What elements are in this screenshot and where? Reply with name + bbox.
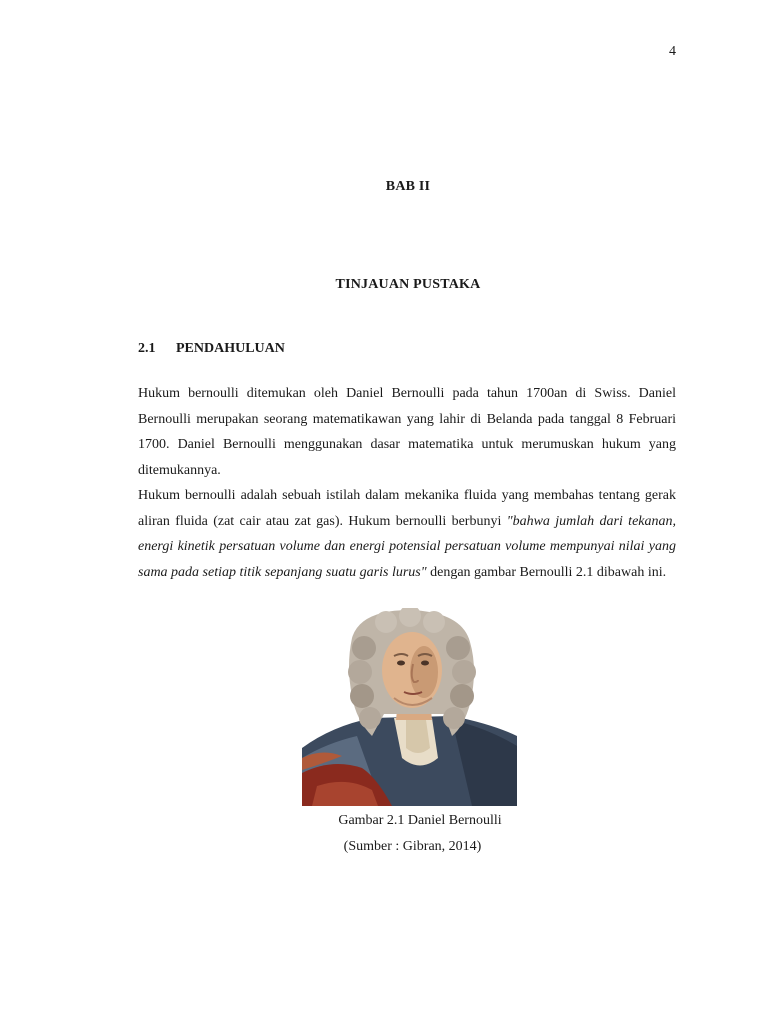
chapter-label: BAB II [385, 179, 431, 194]
paragraph-2-outro: dengan gambar Bernoulli 2.1 dibawah ini. [426, 564, 667, 580]
body-text [138, 381, 676, 585]
section-title: PENDAHULUAN [176, 341, 285, 356]
page-number: 4 [669, 44, 676, 59]
paragraph-2-intro: Hukum bernoulli adalah sebuah istilah dalam mekanika fluida yang membahas tentang gerak aliran fluida (zat cair atau zat gas). Hukum bernoulli berbunyi [138, 488, 676, 529]
paragraph-2 [138, 483, 676, 585]
figure-source: (Sumber : Gibran, 2014) [343, 839, 482, 854]
section-number: 2.1 [138, 341, 156, 356]
bernoulli-portrait-image [302, 608, 517, 806]
paragraph-1: Hukum bernoulli ditemukan oleh Daniel Bernoulli pada tahun 1700an di Swiss. Daniel Bernoulli merupakan seorang matematikawan yang lahir di Belanda pada tanggal 8 Februari 1700. Daniel Bernoulli menggunakan dasar matematika untuk merumuskan hukum yang ditemukannya. [138, 386, 676, 478]
figure-caption: Gambar 2.1 Daniel Bernoulli [338, 813, 502, 828]
chapter-title: TINJAUAN PUSTAKA [335, 277, 481, 292]
section-heading [138, 341, 285, 357]
bernoulli-law-quote: "bahwa jumlah dari tekanan, energi kinetik persatuan volume dan energi potensial persatuan volume mempunyai nilai yang sama pada setiap titik sepanjang suatu garis lurus" [138, 513, 676, 580]
